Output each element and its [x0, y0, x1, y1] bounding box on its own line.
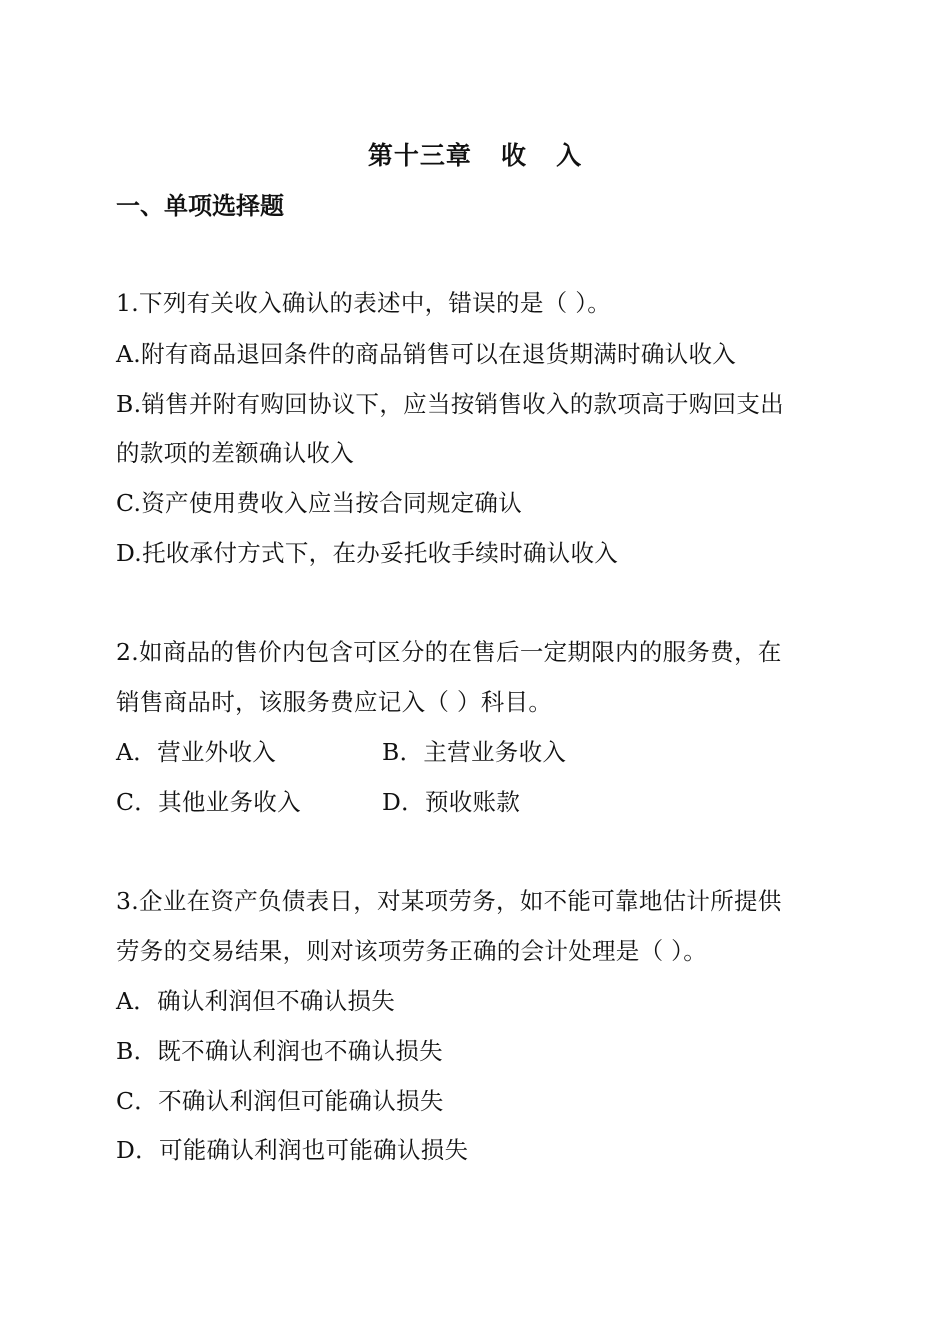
- question-1-stem: 1.下列有关收入确认的表述中，错误的是（ ）。: [116, 289, 612, 317]
- question-1-option-b: B.销售并附有购回协议下，应当按销售收入的款项高于购回支出: [116, 390, 784, 418]
- question-3-stem: 3.企业在资产负债表日，对某项劳务，如不能可靠地估计所提供: [116, 887, 782, 915]
- question-2-option-a: A．营业外收入: [116, 738, 277, 766]
- question-2-option-b: B．主营业务收入: [382, 738, 567, 766]
- question-2-option-c: C．其他业务收入: [116, 788, 301, 816]
- question-3-stem-cont: 劳务的交易结果，则对该项劳务正确的会计处理是（ ）。: [116, 937, 708, 965]
- question-3-option-c: C．不确认利润但可能确认损失: [116, 1087, 444, 1115]
- question-2-stem: 2.如商品的售价内包含可区分的在售后一定期限内的服务费，在: [116, 638, 782, 666]
- question-1-option-a: A.附有商品退回条件的商品销售可以在退货期满时确认收入: [116, 340, 737, 368]
- question-3-option-b: B．既不确认利润也不确认损失: [116, 1037, 443, 1065]
- question-2-stem-cont: 销售商品时，该服务费应记入（ ）科目。: [116, 688, 553, 716]
- question-1-option-c: C.资产使用费收入应当按合同规定确认: [116, 489, 523, 517]
- chapter-title: 第十三章 收 入: [367, 141, 583, 170]
- question-3-option-d: D．可能确认利润也可能确认损失: [116, 1136, 469, 1164]
- question-2-option-d: D．预收账款: [382, 788, 521, 816]
- question-1-option-b-cont: 的款项的差额确认收入: [116, 439, 354, 467]
- question-1-option-d: D.托收承付方式下，在办妥托收手续时确认收入: [116, 539, 619, 567]
- section-heading: 一、单项选择题: [116, 192, 284, 220]
- question-3-option-a: A．确认利润但不确认损失: [116, 987, 396, 1015]
